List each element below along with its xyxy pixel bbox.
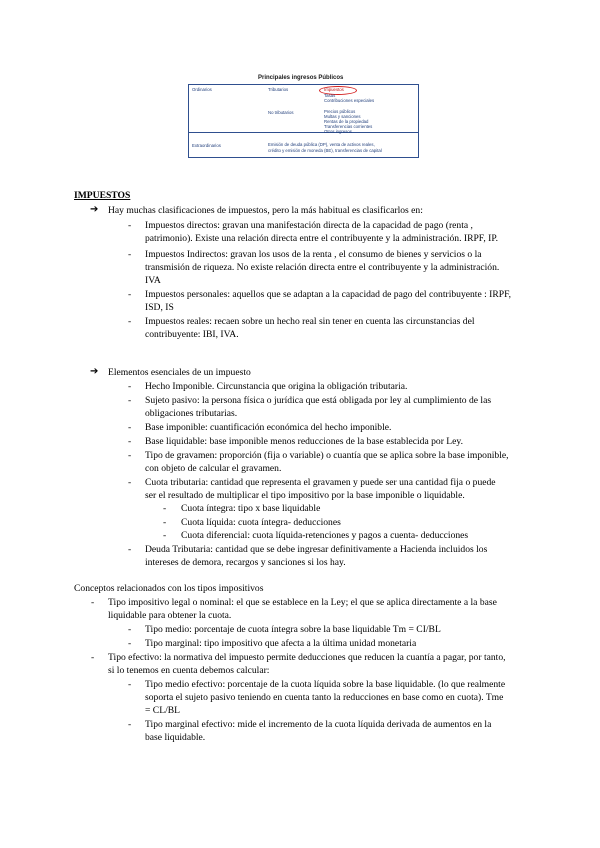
figure-divider	[188, 132, 419, 133]
concept-line: Tipo marginal efectivo: mide el incremento de la cuota líquida derivada de aumentos en la	[145, 719, 492, 730]
element-line: intereses de demora, recargos y sanciones si los hay.	[145, 557, 346, 568]
dash-bullet: -	[128, 544, 132, 555]
concept-line: base liquidable.	[145, 732, 206, 743]
element-line: Hecho Imponible. Circunstancia que origina la obligación tributaria.	[145, 381, 408, 392]
ingresos-publicos-figure	[188, 76, 420, 160]
concept-line: Tipo impositivo legal o nominal: el que se establece en la Ley; el que se aplica directamente a la base	[108, 597, 497, 608]
class-line: IVA	[145, 275, 161, 286]
element-line: Tipo de gravamen: proporción (fija o variable) o cuantía que se aplica sobre la base imponible,	[145, 450, 509, 461]
dash-bullet: -	[91, 597, 95, 608]
element-line: Base imponible: cuantificación económica del hecho imponible.	[145, 422, 392, 433]
concept-line: Tipo marginal: tipo impositivo que afecta a la última unidad monetaria	[145, 638, 417, 649]
class-line: Impuestos Indirectos: gravan los usos de la renta , el consumo de bienes y servicios o la	[145, 249, 482, 260]
concept-line: liquidable para obtener la cuota.	[108, 610, 232, 621]
element-line: Deuda Tributaria: cantidad que se debe ingresar definitivamente a Hacienda incluidos los	[145, 544, 488, 555]
class-line: Impuestos directos: gravan una manifestación directa de la capacidad de pago (renta ,	[145, 220, 473, 231]
dash-bullet: -	[128, 624, 132, 635]
element-line: Base liquidable: base imponible menos reducciones de la base establecida por Ley.	[145, 436, 463, 447]
element-line: con objeto de calcular el gravamen.	[145, 463, 282, 474]
intro-text: Hay muchas clasificaciones de impuestos, pero la más habitual es clasificarlos en:	[108, 205, 423, 216]
class-line: ISD, IS	[145, 302, 174, 313]
concept-line: Tipo efectivo: la normativa del impuesto permite deducciones que reducen la cuantía a pagar, por tanto,	[108, 652, 506, 663]
element-line: Cuota tributaria: cantidad que representa el gravamen y puede ser una cantidad fija o puede	[145, 477, 496, 488]
dash-bullet: -	[128, 422, 132, 433]
sub-bullet: -	[163, 503, 167, 514]
arrow-bullet-icon: ➔	[90, 366, 99, 377]
dash-bullet: -	[128, 638, 132, 649]
dash-bullet: -	[128, 316, 132, 327]
arrow-bullet-icon: ➔	[90, 204, 99, 215]
dash-bullet: -	[128, 395, 132, 406]
section-title: IMPUESTOS	[74, 190, 131, 201]
class-line: transmisión de riqueza. No existe relación directa entre el contribuyente y la administración.	[145, 262, 500, 273]
dash-bullet: -	[128, 381, 132, 392]
figure-trib-item-1: Tasas	[324, 93, 336, 98]
figure-extra-text-2: crédito y emisión de moneda (BE), transferencias de capital	[268, 148, 382, 153]
dash-bullet: -	[91, 652, 95, 663]
figure-ordinarios: Ordinarios	[192, 87, 212, 92]
figure-notrib-item-0: Precios públicos	[324, 109, 356, 114]
concept-line: Tipo medio: porcentaje de cuota íntegra sobre la base liquidable Tm = CI/BL	[145, 624, 441, 635]
figure-notrib-item-3: Transferencias corrientes	[324, 124, 373, 129]
figure-tributarios: Tributarios	[268, 87, 289, 92]
figure-notrib-item-4: Otros ingresos	[324, 129, 352, 134]
elements-title: Elementos esenciales de un impuesto	[108, 367, 251, 378]
element-subline: Cuota líquida: cuota íntegra- deducciones	[181, 517, 341, 528]
element-line: obligaciones tributarias.	[145, 408, 238, 419]
figure-extra-text-1: Emisión de deuda pública (DP), venta de activos reales,	[268, 142, 375, 147]
dash-bullet: -	[128, 249, 132, 260]
figure-no-tributarios: No tributarios	[268, 110, 294, 115]
dash-bullet: -	[128, 477, 132, 488]
element-line: Sujeto pasivo: la persona física o jurídica que está obligada por ley al cumplimiento de las	[145, 395, 492, 406]
figure-notrib-item-2: Rentas de la propiedad	[324, 119, 369, 124]
element-subline: Cuota íntegra: tipo x base liquidable	[181, 503, 321, 514]
figure-title: Principales ingresos Públicos	[258, 75, 344, 81]
concept-line: Tipo medio efectivo: porcentaje de la cuota líquida sobre la base liquidable. (lo que realmente	[145, 679, 506, 690]
dash-bullet: -	[128, 220, 132, 231]
dash-bullet: -	[128, 679, 132, 690]
concept-line: soporta el sujeto pasivo teniendo en cuenta tanto la reducciones en base como en cuota). Tme	[145, 692, 504, 703]
figure-trib-item-2: Contribuciones especiales	[324, 98, 375, 103]
class-line: patrimonio). Existe una relación directa entre el contribuyente y la administración. IRPF, IP.	[145, 233, 499, 244]
element-line: ser el resultado de multiplicar el tipo impositivo por la base imponible o liquidable.	[145, 490, 465, 501]
dash-bullet: -	[128, 719, 132, 730]
class-line: Impuestos personales: aquellos que se adaptan a la capacidad de pago del contribuyente : IRPF,	[145, 289, 512, 300]
figure-notrib-item-1: Multas y sanciones	[324, 114, 361, 119]
class-line: contribuyente: IBI, IVA.	[145, 329, 239, 340]
figure-trib-item-0: Impuestos	[324, 87, 344, 92]
dash-bullet: -	[128, 450, 132, 461]
concepts-title: Conceptos relacionados con los tipos impositivos	[74, 583, 264, 594]
concept-line: = CL/BL	[145, 705, 180, 716]
sub-bullet: -	[163, 530, 167, 541]
element-subline: Cuota diferencial: cuota líquida-retenciones y pagos a cuenta- deducciones	[181, 530, 469, 541]
class-line: Impuestos reales: recaen sobre un hecho real sin tener en cuenta las circunstancias del	[145, 316, 475, 327]
concept-line: si lo tenemos en cuenta debemos calcular:	[108, 665, 270, 676]
figure-extraordinarios: Extraordinarios	[192, 143, 221, 148]
dash-bullet: -	[128, 436, 132, 447]
sub-bullet: -	[163, 517, 167, 528]
dash-bullet: -	[128, 289, 132, 300]
